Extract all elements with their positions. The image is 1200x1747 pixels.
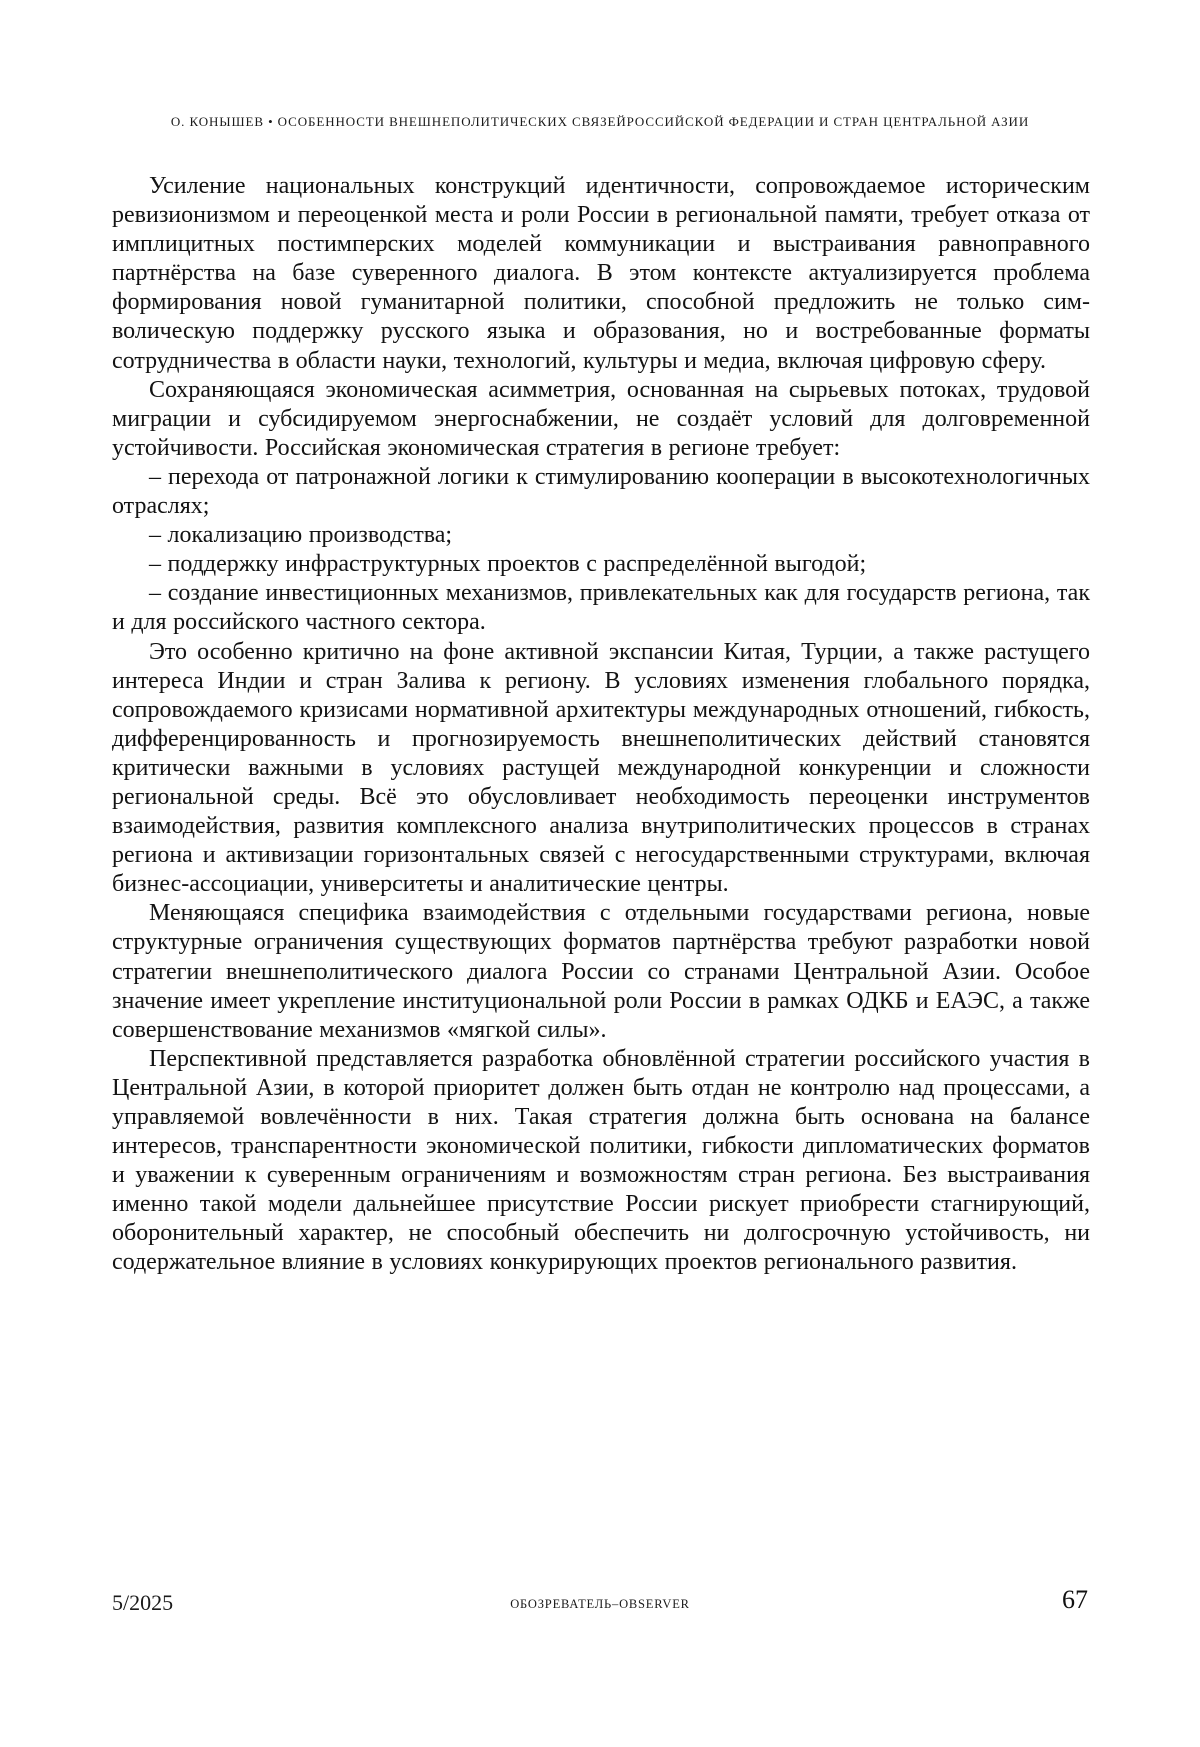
paragraph: Это особенно критично на фоне активной экспансии Китая, Турции, а также растущего интереса Индии и стран Залива к региону. В условиях изменения глобального порядка, сопровождаемого кризисами нормативной архитектуры международных отношений, гибкость, дифференцированность и прогнозируемость внешнеполитических действий становятся критически важными в условиях растущей международной конкуренции и сложности региональной среды. Всё это обусловливает необходимость переоценки инструментов взаимодействия, развития комплексного анализа внутриполитических процессов в странах региона и активизации горизонтальных связей с негосударственными структурами, включая бизнес-ассоциации, университеты и аналитические центры.: [112, 638, 1090, 898]
bullet-item: – перехода от патронажной логики к стимулированию кооперации в высокотехнологичных отраслях;: [112, 463, 1090, 520]
paragraph: Сохраняющаяся экономическая асимметрия, основанная на сырьевых потоках, трудовой миграции и субсидируемом энергоснабжении, не создаёт условий для долговременной устойчивости. Российская экономическая стратегия в регионе требует:: [112, 376, 1090, 461]
bullet-item: – локализацию производства;: [149, 522, 453, 549]
page-footer: [112, 1580, 1088, 1620]
paragraph: Усиление национальных конструкций идентичности, сопровождаемое историческим ревизионизмом и переоценкой места и роли России в региональной памяти, требует отказа от имплицитных постимперских моделей коммуникации и выстраивания равноправного партнёрства на базе суверенного диалога. В этом контексте актуализируется проблема формирования новой гуманитарной политики, способной предложить не только символическую поддержку русского языка и образования, но и востребованные форматы сотрудничества в области науки, технологий, культуры и медиа, включая цифровую сферу.: [112, 173, 1090, 374]
article-body: [112, 172, 1090, 1278]
paragraph: Перспективной представляется разработка обновлённой стратегии российского участия в Центральной Азии, в которой приоритет должен быть отдан не контролю над процессами, а управляемой вовлечённости в них. Такая стратегия должна быть основана на балансе интересов, транспарентности экономической политики, гибкости дипломатических форматов и уважении к суверенным ограничениям и возможностям стран региона. Без выстраивания именно такой модели дальнейшее присутствие России рискует приобрести стагнирующий, оборонительный характер, не способный обеспечить ни долгосрочную устойчивость, ни содержательное влияние в условиях конкурирующих проектов регионального развития.: [112, 1045, 1090, 1276]
bullet-item: – создание инвестиционных механизмов, привлекательных как для государств региона, так и для российского частного сектора.: [112, 580, 1090, 636]
running-header: О. КОНЫШЕВ • ОСОБЕННОСТИ ВНЕШНЕПОЛИТИЧЕСКИХ СВЯЗЕЙРОССИЙСКОЙ ФЕДЕРАЦИИ И СТРАН ЦЕНТРАЛЬНОЙ АЗИИ: [170, 114, 1030, 129]
journal-title: ОБОЗРЕВАТЕЛЬ–OBSERVER: [510, 1597, 690, 1611]
paragraph: Меняющаяся специфика взаимодействия с отдельными государствами региона, новые структурные ограничения существующих форматов партнёрства требуют разработки новой стратегии внешнеполитического диалога России со странами Центральной Азии. Особое значение имеет укрепление институциональной роли России в рамках ОДКБ и ЕАЭС, а также совершенствование механизмов «мягкой силы».: [112, 900, 1090, 1043]
issue-number: 5/2025: [112, 1590, 174, 1615]
bullet-item: – поддержку инфраструктурных проектов с распределённой выгодой;: [149, 551, 867, 578]
page-number: 67: [1062, 1585, 1088, 1614]
